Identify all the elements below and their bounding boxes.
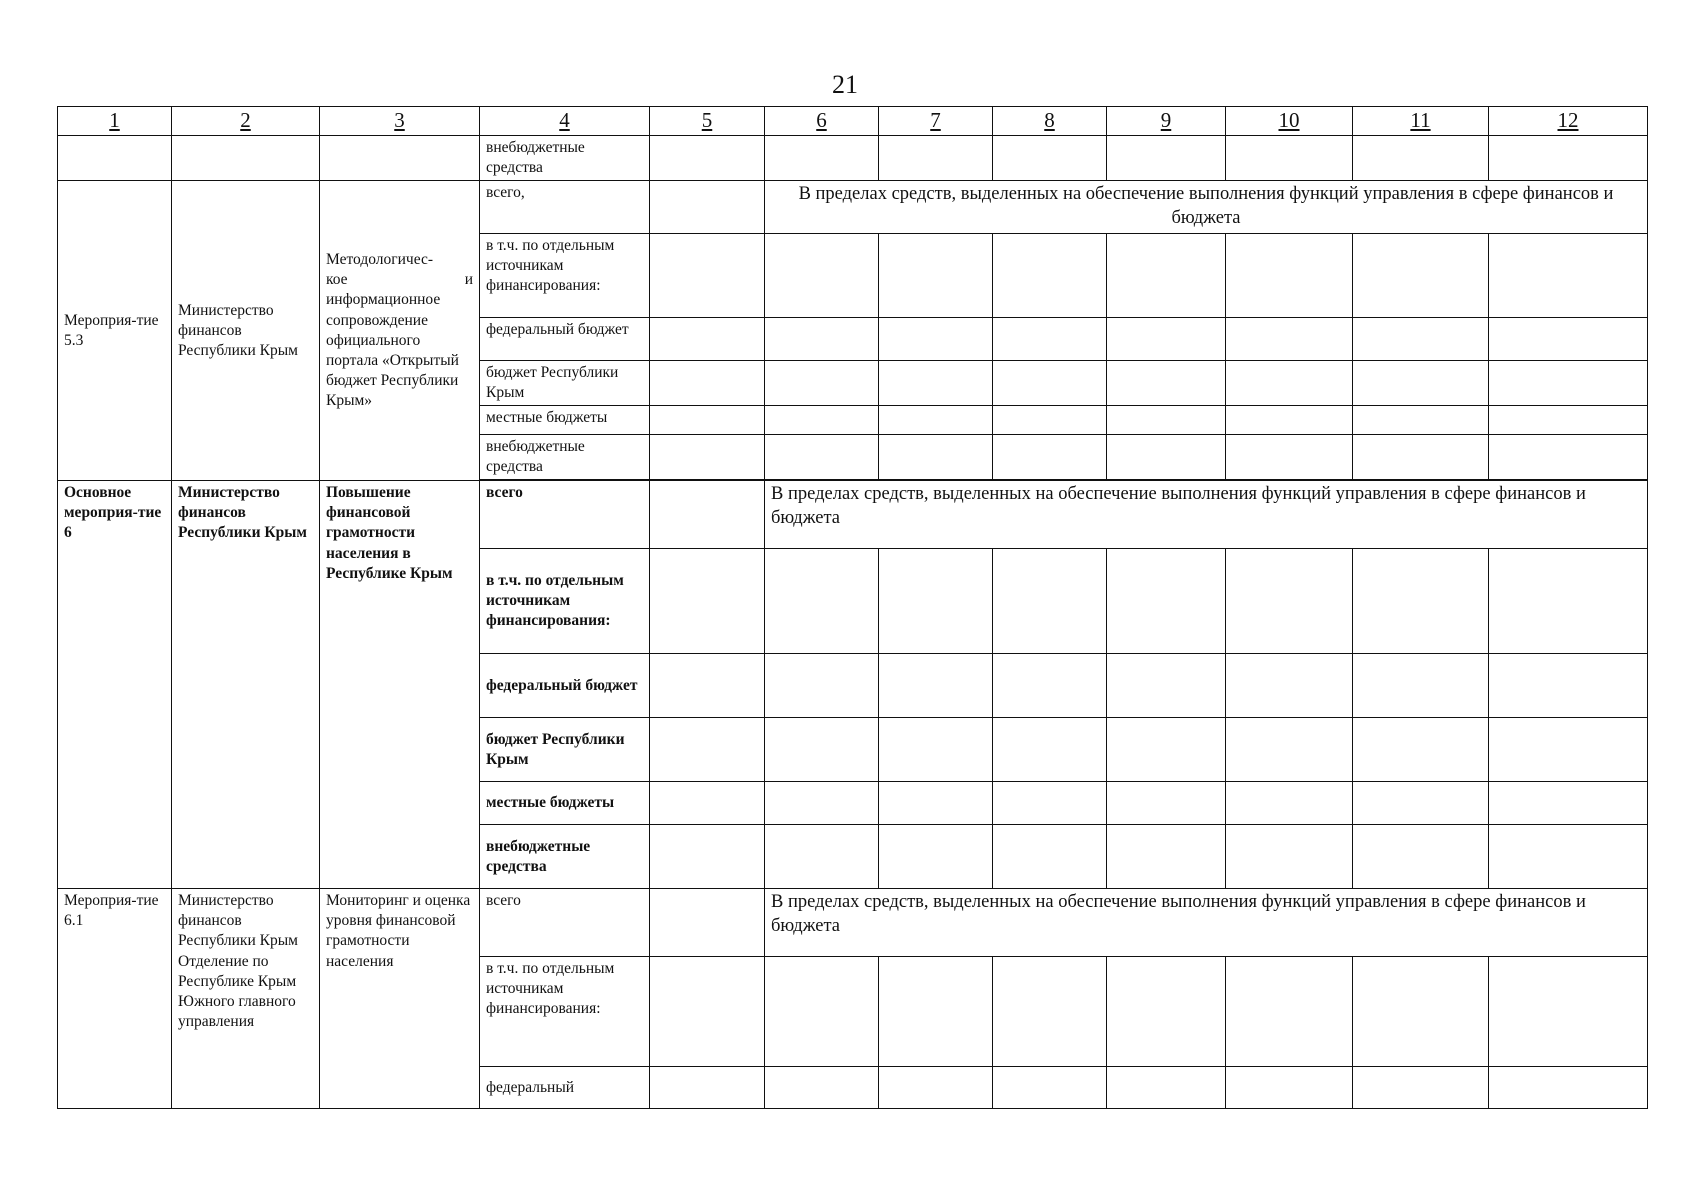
column-number: 3 xyxy=(320,107,480,136)
merged-note-cell: В пределах средств, выделенных на обеспечение выполнения функций управления в сфере финансов и бюджета xyxy=(765,481,1648,549)
event-cell: Мероприя-тие 6.1 xyxy=(58,889,172,1109)
funding-source-cell: внебюджетные средства xyxy=(480,825,650,889)
event-name-line xyxy=(326,270,473,290)
event-name-word: кое xyxy=(326,271,348,289)
event-name-cell: Повышение финансовой грамотности населения в Республике Крым xyxy=(320,481,480,889)
page-number: 21 xyxy=(832,70,858,99)
executor-cell: Министерство финансов Республики Крым xyxy=(172,481,320,889)
funding-source-cell: внебюджетные средства xyxy=(480,434,650,479)
table-row xyxy=(58,889,1648,957)
event-name-word: и xyxy=(464,271,473,289)
column-number: 9 xyxy=(1107,107,1226,136)
column-number-row xyxy=(58,107,1648,136)
column-number: 4 xyxy=(480,107,650,136)
column-number: 7 xyxy=(879,107,993,136)
financing-table xyxy=(57,106,1648,1109)
executor-cell: Министерство финансов Республики Крым xyxy=(172,181,320,481)
funding-source-cell: федеральный бюджет xyxy=(480,654,650,718)
column-number: 8 xyxy=(993,107,1107,136)
column-number: 5 xyxy=(650,107,765,136)
funding-source-cell: всего xyxy=(480,889,650,957)
funding-source-cell: бюджет Республики Крым xyxy=(480,360,650,405)
executor-cell: Министерство финансов Республики Крым Отделение по Республике Крым Южного главного управления xyxy=(172,889,320,1109)
event-name-cell: Мониторинг и оценка уровня финансовой грамотности населения xyxy=(320,889,480,1109)
event-cell: Мероприя-тие 5.3 xyxy=(58,181,172,481)
column-number: 12 xyxy=(1489,107,1648,136)
event-name-line: Методологичес- xyxy=(326,251,434,269)
event-cell: Основное мероприя-тие 6 xyxy=(58,481,172,889)
funding-source-cell: федеральный бюджет xyxy=(480,317,650,360)
merged-note-cell: В пределах средств, выделенных на обеспечение выполнения функций управления в сфере финансов и бюджета xyxy=(765,889,1648,957)
funding-source-cell: внебюджетные средства xyxy=(480,136,650,181)
column-number: 1 xyxy=(58,107,172,136)
funding-source-cell: бюджет Республики Крым xyxy=(480,718,650,782)
event-name-cell xyxy=(320,181,480,481)
continuation-row xyxy=(58,136,1648,181)
table-row xyxy=(58,181,1648,233)
funding-source-cell: всего xyxy=(480,481,650,549)
funding-source-cell: в т.ч. по отдельным источникам финансирования: xyxy=(480,957,650,1067)
column-number: 11 xyxy=(1353,107,1489,136)
funding-source-cell: местные бюджеты xyxy=(480,782,650,825)
merged-note-cell: В пределах средств, выделенных на обеспечение выполнения функций управления в сфере финансов и бюджета xyxy=(765,181,1648,233)
table-row xyxy=(58,481,1648,549)
column-number: 6 xyxy=(765,107,879,136)
funding-source-cell: в т.ч. по отдельным источникам финансирования: xyxy=(480,233,650,317)
funding-source-cell: в т.ч. по отдельным источникам финансирования: xyxy=(480,549,650,654)
column-number: 10 xyxy=(1226,107,1353,136)
funding-source-cell: федеральный xyxy=(480,1067,650,1109)
funding-source-cell: местные бюджеты xyxy=(480,405,650,434)
event-name-line: информационное сопровождение официального портала «Открытый бюджет Республики Крым» xyxy=(326,291,459,410)
funding-source-cell: всего, xyxy=(480,181,650,233)
column-number: 2 xyxy=(172,107,320,136)
